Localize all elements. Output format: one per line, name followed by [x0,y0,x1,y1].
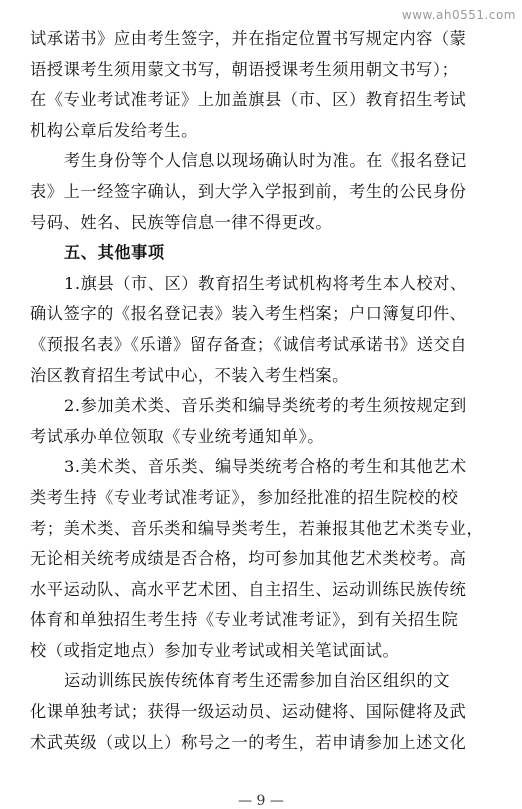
text-line: 化课单独考试；获得一级运动员、运动健将、国际健将及武 [30,702,467,722]
text-line: 类考生持《专业考试准考证》，参加经批准的招生院校的校 [30,487,459,507]
text-line: 在《专业考试准考证》上加盖旗县（市、区）教育招生考试 [30,90,467,110]
section-heading: 五、其他事项 [64,243,165,263]
text-line: 考；美术类、音乐类和编导类考生，若兼报其他艺术类专业， [30,518,484,538]
text-line: 号码、姓名、民族等信息一律不得更改。 [30,212,333,232]
text-line: 校（或指定地点）参加专业考试或相关笔试面试。 [30,640,400,660]
text-line: 无论相关统考成绩是否合格，均可参加其他艺术类校考。高 [30,549,467,569]
document-body [30,24,498,758]
paragraph-first-line: 考生身份等个人信息以现场确认时为准。在《报名登记 [64,151,467,171]
text-line: 机构公章后发给考生。 [30,120,198,140]
paragraph-first-line: 3.美术类、音乐类、编导类统考合格的考生和其他艺术 [64,457,467,477]
text-line: 体育和单独招生考生持《专业考试准考证》，到有关招生院 [30,610,459,630]
text-line: 表》上一经签字确认，到大学入学报到前，考生的公民身份 [30,181,467,201]
paragraph-first-line: 运动训练民族传统体育考生还需参加自治区组织的文 [64,671,451,691]
text-line: 治区教育招生考试中心，不装入考生档案。 [30,365,349,385]
paragraph-first-line: 2.参加美术类、音乐类和编导类统考的考生须按规定到 [64,396,467,416]
text-line: 《预报名表》《乐谱》留存备查；《诚信考试承诺书》送交自 [30,334,468,354]
paragraph-first-line: 1.旗县（市、区）教育招生考试机构将考生本人校对、 [64,273,467,293]
text-line: 试承诺书》应由考生签字，并在指定位置书写规定内容（蒙 [30,29,467,48]
watermark: www.ah0551.com [401,8,516,22]
text-line: 术武英级（或以上）称号之一的考生，若申请参加上述文化 [30,732,467,752]
text-line: 语授课考生须用蒙文书写，朝语授课考生须用朝文书写）； [30,59,459,79]
text-line: 考试承办单位领取《专业统考通知单》。 [30,426,325,446]
page-number: — 9 — [238,793,284,809]
text-line: 确认签字的《报名登记表》装入考生档案；户口簿复印件、 [30,304,467,324]
text-line: 水平运动队、高水平艺术团、自主招生、运动训练民族传统 [30,579,467,599]
